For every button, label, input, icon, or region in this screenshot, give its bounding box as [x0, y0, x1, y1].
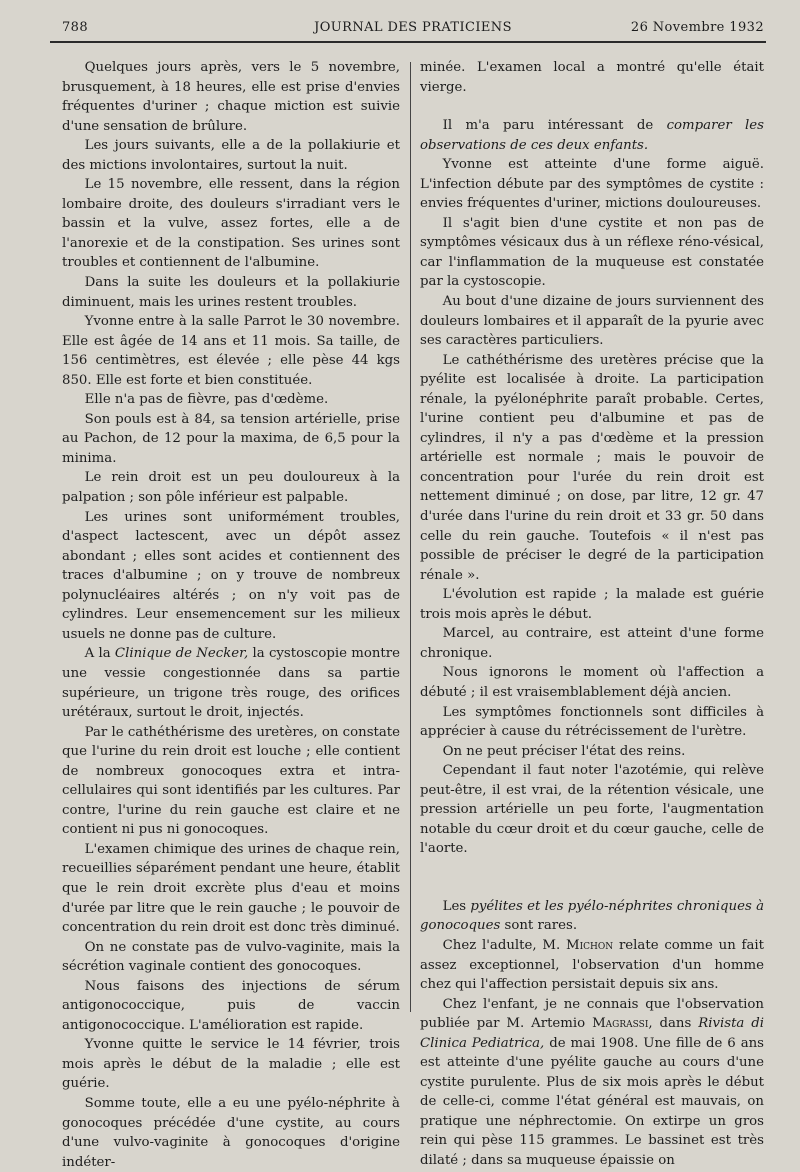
paragraph: Au bout d'une dizaine de jours surviennent des douleurs lombaires et il apparaît de la pyurie avec ses caractères particuliers. — [420, 294, 764, 349]
header-rule — [50, 41, 766, 43]
page-number: 788 — [62, 20, 89, 35]
text-run: , dans — [648, 1016, 699, 1032]
paragraph: Yvonne est atteinte d'une forme aiguë. L'infection débute par des symptômes de cystite : envies fréquentes d'uriner, mictions douloureuses. — [420, 157, 764, 212]
paragraph — [420, 116, 764, 155]
column-divider — [410, 62, 411, 1012]
running-header — [62, 20, 764, 38]
paragraph: Nous faisons des injections de sérum antigonococcique, puis de vaccin antigonococcique. L'amélioration est rapide. — [62, 978, 400, 1033]
paragraph — [420, 897, 764, 936]
paragraph: Marcel, au contraire, est atteint d'une forme chronique. — [420, 626, 764, 661]
paragraph: Yvonne quitte le service le 14 février, trois mois après le début de la maladie ; elle est guérie. — [62, 1037, 400, 1092]
text-run: Il m'a paru intéressant de — [442, 118, 667, 134]
text-run: sont rares. — [500, 918, 578, 934]
paragraph: Il s'agit bien d'une cystite et non pas de symptômes vésicaux dus à un réflexe réno-vésical, car l'inflammation de la muqueuse est constatée par la cystoscopie. — [420, 215, 764, 290]
paragraph: Les jours suivants, elle a de la pollakiurie et des mictions involontaires, surtout la nuit. — [62, 138, 400, 173]
text-run: la cystoscopie montre une vessie congestionnée dans sa partie supérieure, un trigone très rouge, des orifices urétéraux, surtout le droit, injectés. — [62, 646, 400, 721]
text-run: A la — [84, 646, 115, 662]
text-run: Les — [442, 898, 471, 914]
paragraph: Dans la suite les douleurs et la pollakiurie diminuent, mais les urines restent troubles. — [62, 275, 400, 310]
text-run: relate comme un fait assez exceptionnel, l'observation d'un homme chez qui l'affection persistait depuis six ans. — [420, 937, 764, 993]
paragraph — [62, 644, 400, 722]
paragraph: On ne peut préciser l'état des reins. — [442, 743, 686, 759]
issue-date: 26 Novembre 1932 — [630, 20, 764, 35]
italic-run: comparer les observations de ces deux enfants. — [420, 118, 764, 153]
paragraph: Le rein droit est un peu douloureux à la palpation ; son pôle inférieur est palpable. — [62, 470, 400, 506]
paragraph: Nous ignorons le moment où l'affection a débuté ; il est vraisemblablement déjà ancien. — [420, 665, 764, 700]
paragraph: L'examen chimique des urines de chaque rein, recueillies séparément pendant une heure, établit que le rein droit excrète plus d'eau et moins d'urée par litre que le rein gauche ; le pouvoir de concentration du rein droit est donc très diminué. — [62, 841, 400, 936]
paragraph: Les urines sont uniformément troubles, d'aspect lactescent, avec un dépôt assez abondant ; elles sont acides et contiennent des traces d'albumine ; on y trouve de nombreux polynucléaires altérés ; on n'y voit pas de cylindres. Leur ensemencement sur les milieux usuels ne donne pas de culture. — [62, 509, 400, 642]
author-name: Michon — [566, 937, 614, 953]
paragraph: On ne constate pas de vulvo-vaginite, mais la sécrétion vaginale contient des gonocoques. — [62, 939, 400, 975]
left-column — [62, 58, 400, 1170]
journal-title: JOURNAL DES PRATICIENS — [314, 20, 512, 35]
paragraph: Somme toute, elle a eu une pyélo-néphrite à gonocoques précédée d'une cystite, au cours d'une vulvo-vaginite à gonocoques d'origine indéter- — [62, 1095, 400, 1170]
paragraph — [420, 936, 764, 995]
right-column — [420, 58, 765, 1168]
paragraph: Les symptômes fonctionnels sont difficiles à apprécier à cause du rétrécissement de l'urètre. — [420, 704, 764, 740]
text-run: Chez l'adulte, M. — [442, 937, 566, 953]
italic-run: Clinique de Necker, — [114, 646, 249, 662]
text-run: Chez l'enfant, je ne connais que l'observation publiée par M. Artemio — [420, 996, 764, 1032]
text-run: de mai 1908. Une fille de 6 ans est atteinte d'une pyélite gauche au cours d'une cystite purulente. Plus de six mois après le début de celle-ci, comme l'état général est mauvais, on pratique une néphrectomie. On extirpe un gros rein qui pèse 115 grammes. Le bassinet est très dilaté ; dans sa muqueuse épaissie on — [420, 1035, 765, 1168]
author-name: Magrassi — [592, 1016, 649, 1032]
paragraph: Le cathéthérisme des uretères précise que la pyélite est localisée à droite. La participation rénale, la pyélonéphrite paraît probable. Certes, l'urine contient peu d'albumine et pas de cylindres, il n'y a pas d'œdème et la pression artérielle est normale ; mais le pouvoir de concentration pour l'urée du rein droit est nettement diminué ; on dose, par litre, 12 gr. 47 d'urée dans l'urine du rein droit et 33 gr. 50 dans celle du rein gauche. Toutefois « il n'est pas possible de préciser le degré de la participation rénale ». — [420, 352, 764, 583]
paragraph: Cependant il faut noter l'azotémie, qui relève peut-être, il est vrai, de la rétention vésicale, une pression artérielle un peu forte, l'augmentation notable du cœur droit et du cœur gauche, celle de l'aorte. — [420, 763, 764, 857]
paragraph: minée. L'examen local a montré qu'elle était vierge. — [420, 60, 764, 95]
paragraph: L'évolution est rapide ; la malade est guérie trois mois après le début. — [420, 587, 764, 622]
italic-run: Rivista di Clinica Pediatrica, — [420, 1016, 764, 1051]
paragraph: Son pouls est à 84, sa tension artérielle, prise au Pachon, de 12 pour la maxima, de 6,5 pour la minima. — [62, 411, 400, 466]
paragraph: Yvonne entre à la salle Parrot le 30 novembre. Elle est âgée de 14 ans et 11 mois. Sa taille, de 156 centimètres, est élevée ; elle pèse 44 kgs 850. Elle est forte et bien constituée. — [62, 314, 400, 388]
paragraph: Par le cathéthérisme des uretères, on constate que l'urine du rein droit est louche ; elle contient de nombreux gonocoques extra et intra-cellulaires qui sont identifiés par les cultures. Par contre, l'urine du rein gauche est claire et ne contient ni pus ni gonocoques. — [62, 724, 400, 838]
paragraph: Le 15 novembre, elle ressent, dans la région lombaire droite, des douleurs s'irradiant vers le bassin et la vulve, assez fortes, elle a de l'anorexie et de la constipation. Ses urines sont troubles et contiennent de l'albumine. — [62, 177, 400, 271]
paragraph: Elle n'a pas de fièvre, pas d'œdème. — [84, 392, 329, 408]
italic-run: pyélites et les pyélo-néphrites chroniques à gonocoques — [420, 898, 764, 934]
paragraph — [420, 995, 764, 1171]
paragraph: Quelques jours après, vers le 5 novembre, brusquement, à 18 heures, elle est prise d'envies fréquentes d'uriner ; chaque miction est suivie d'une sensation de brûlure. — [62, 60, 400, 134]
